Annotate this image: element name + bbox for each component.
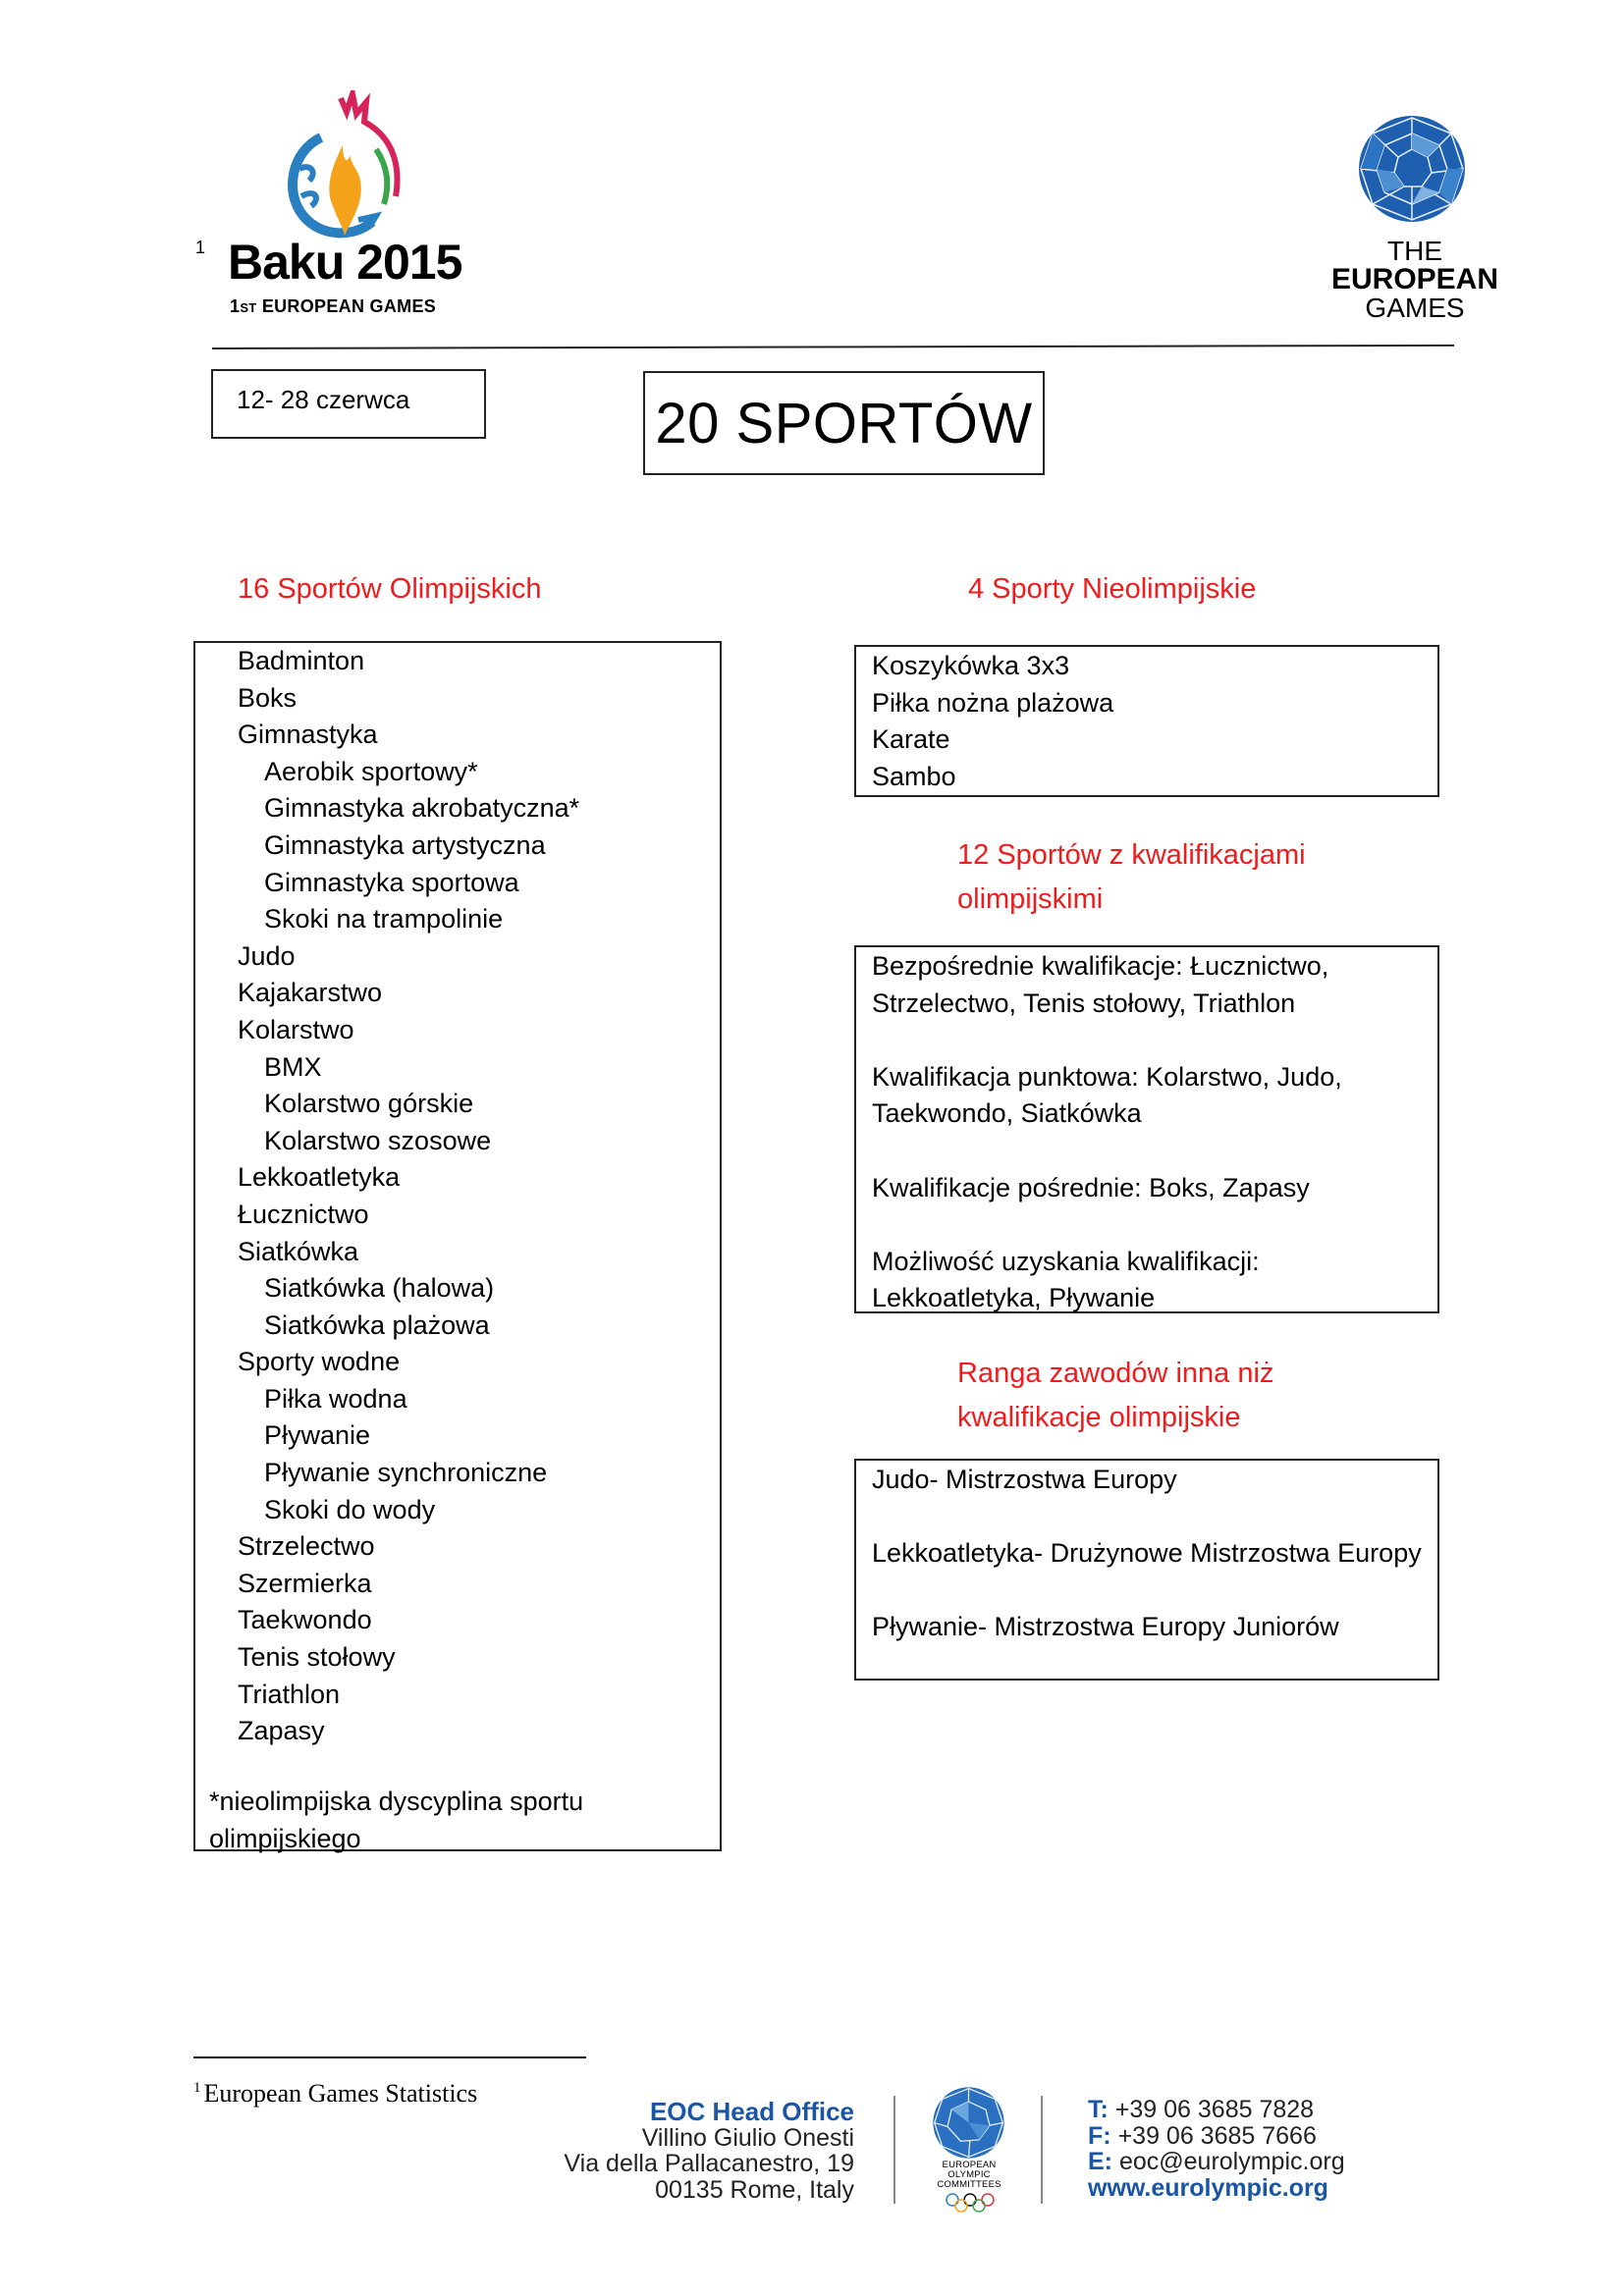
- sport-item: Badminton: [238, 646, 365, 675]
- address-line-3: 00135 Rome, Italy: [655, 2175, 854, 2204]
- eoc-logo: [907, 2081, 1031, 2204]
- logo-text-games: GAMES: [1365, 293, 1465, 323]
- rank-paragraph: Pływanie- Mistrzostwa Europy Juniorów: [872, 1612, 1339, 1642]
- olympic-sports-list: [238, 643, 579, 1750]
- sub-discipline-item: Siatkówka (halowa): [264, 1273, 495, 1304]
- footnote-text: European Games Statistics: [203, 2079, 478, 2108]
- subtitle-ordinal: ST: [240, 300, 257, 315]
- sub-discipline-item: BMX: [264, 1051, 322, 1082]
- sub-discipline-item: Gimnastyka sportowa: [264, 867, 519, 897]
- sub-discipline-item: Gimnastyka akrobatyczna*: [264, 793, 580, 824]
- sub-discipline-item: Kolarstwo górskie: [264, 1089, 474, 1119]
- baku-2015-subtitle: [230, 296, 436, 317]
- sport-item: Szermierka: [238, 1568, 372, 1598]
- sub-discipline-item: Skoki do wody: [264, 1494, 436, 1524]
- qualification-paragraph: Możliwość uzyskania kwalifikacji: Lekkoatletyka, Pływanie: [872, 1246, 1260, 1313]
- email-label: E:: [1088, 2148, 1112, 2175]
- sub-discipline-item: Aerobik sportowy*: [264, 756, 478, 786]
- footer-address: [550, 2099, 854, 2203]
- heading-line-1: Ranga zawodów inna niż: [957, 1358, 1274, 1389]
- title-box: [643, 371, 1045, 475]
- eoc-text-line-2: OLYMPIC: [947, 2169, 991, 2180]
- phone-label: T:: [1088, 2096, 1109, 2123]
- fax-number: +39 06 3685 7666: [1117, 2121, 1317, 2150]
- qualification-paragraphs: [872, 948, 1428, 1317]
- sport-item: Kolarstwo: [238, 1014, 354, 1044]
- note-line-2: olimpijskiego: [209, 1823, 361, 1853]
- footer-divider: [893, 2096, 895, 2204]
- logo-text-the: THE: [1387, 236, 1442, 266]
- office-title: EOC Head Office: [649, 2097, 854, 2126]
- sport-item: Lekkoatletyka: [238, 1162, 401, 1193]
- sport-item: Triathlon: [238, 1679, 341, 1709]
- rank-paragraph: Judo- Mistrzostwa Europy: [872, 1465, 1177, 1494]
- footer-divider: [1041, 2096, 1043, 2204]
- fax-label: F:: [1088, 2121, 1111, 2150]
- sport-item: Koszykówka 3x3: [872, 651, 1070, 680]
- non-olympic-sports-list: [872, 648, 1113, 795]
- pomegranate-flame-emblem-icon: [282, 90, 405, 240]
- logo-text-european: EUROPEAN: [1330, 263, 1499, 295]
- page-title: 20 SPORTÓW: [655, 392, 1033, 455]
- eoc-globe-emblem-icon: [932, 2086, 1005, 2160]
- rank-paragraph: Lekkoatletyka- Drużynowe Mistrzostwa Europy: [872, 1538, 1422, 1569]
- the-european-games-logo: [1322, 114, 1514, 323]
- eoc-text-line-3: COMMITTEES: [937, 2179, 1001, 2190]
- asterisk-note: [209, 1784, 583, 1857]
- qualification-paragraph: Kwalifikacja punktowa: Kolarstwo, Judo, Taekwondo, Siatkówka: [872, 1061, 1342, 1129]
- address-line-1: Villino Giulio Onesti: [641, 2123, 854, 2152]
- qualification-paragraph: Bezpośrednie kwalifikacje: Łucznictwo, Strzelectwo, Tenis stołowy, Triathlon: [872, 951, 1329, 1018]
- sport-item: Karate: [872, 724, 950, 755]
- other-rank-box: [854, 1459, 1439, 1681]
- baku-2015-title: Baku 2015: [228, 235, 462, 290]
- heading-line-2: olimpijskimi: [957, 883, 1104, 915]
- sport-item: Kajakarstwo: [238, 978, 383, 1008]
- email-link[interactable]: eoc@eurolympic.org: [1118, 2148, 1345, 2175]
- sport-item: Piłka nożna plażowa: [872, 687, 1114, 718]
- heading-line-1: 12 Sportów z kwalifikacjami: [957, 839, 1306, 871]
- sub-discipline-item: Skoki na trampolinie: [264, 904, 504, 934]
- qualification-paragraph: Kwalifikacje pośrednie: Boks, Zapasy: [872, 1172, 1310, 1202]
- event-dates: 12- 28 czerwca: [237, 385, 410, 414]
- sport-item: Sporty wodne: [238, 1347, 401, 1377]
- footnote-marker: 1: [193, 2080, 201, 2096]
- footer-contact: [1088, 2097, 1345, 2201]
- eoc-text-line-1: EUROPEAN: [942, 2160, 997, 2170]
- sport-item: Siatkówka: [238, 1236, 359, 1266]
- non-olympic-sports-heading: 4 Sporty Nieolimpijskie: [968, 573, 1257, 605]
- sub-discipline-item: Pływanie: [264, 1420, 371, 1451]
- faceted-globe-emblem-icon: [1357, 114, 1467, 224]
- olympic-sports-heading: 16 Sportów Olimpijskich: [238, 573, 542, 605]
- other-rank-paragraphs: [872, 1462, 1428, 1646]
- qualification-sports-heading: [957, 833, 1306, 922]
- footnote: [193, 2079, 477, 2109]
- sub-discipline-item: Gimnastyka artystyczna: [264, 829, 546, 860]
- other-rank-heading: [957, 1352, 1273, 1440]
- sport-item: Boks: [238, 682, 298, 713]
- baku-2015-logo: [228, 90, 462, 321]
- sport-item: Strzelectwo: [238, 1531, 375, 1562]
- note-line-1: *nieolimpijska dyscyplina sportu: [209, 1787, 584, 1816]
- phone-line: [1088, 2097, 1345, 2123]
- sport-item: Judo: [238, 940, 296, 971]
- eoc-logo-text: [907, 2161, 1031, 2190]
- website-link[interactable]: www.eurolympic.org: [1088, 2173, 1328, 2202]
- sport-item: Gimnastyka: [238, 720, 378, 750]
- fax-line: [1088, 2123, 1345, 2150]
- subtitle-text: EUROPEAN GAMES: [256, 296, 437, 316]
- sub-discipline-item: Siatkówka plażowa: [264, 1309, 490, 1340]
- subtitle-number: 1: [230, 296, 241, 316]
- heading-line-2: kwalifikacje olimpijskie: [957, 1402, 1241, 1433]
- sport-item: Taekwondo: [238, 1605, 372, 1635]
- non-olympic-sports-box: [854, 645, 1439, 797]
- footnote-separator: [193, 2056, 586, 2058]
- sub-discipline-item: Piłka wodna: [264, 1383, 407, 1414]
- olympic-sports-box: [193, 641, 722, 1851]
- sub-discipline-item: Pływanie synchroniczne: [264, 1458, 548, 1488]
- sport-item: Tenis stołowy: [238, 1642, 396, 1673]
- olympic-rings-icon: [945, 2193, 996, 2213]
- qualification-sports-box: [854, 945, 1439, 1313]
- footnote-reference-marker: 1: [195, 238, 206, 257]
- phone-number: +39 06 3685 7828: [1114, 2096, 1315, 2123]
- address-line-2: Via della Pallacanestro, 19: [564, 2150, 854, 2177]
- sub-discipline-item: Kolarstwo szosowe: [264, 1125, 492, 1155]
- sport-item: Łucznictwo: [238, 1199, 369, 1229]
- header-divider: [212, 345, 1454, 349]
- sport-item: Zapasy: [238, 1716, 325, 1746]
- email-line: [1088, 2149, 1345, 2175]
- sport-item: Sambo: [872, 761, 956, 791]
- date-box: [211, 369, 486, 439]
